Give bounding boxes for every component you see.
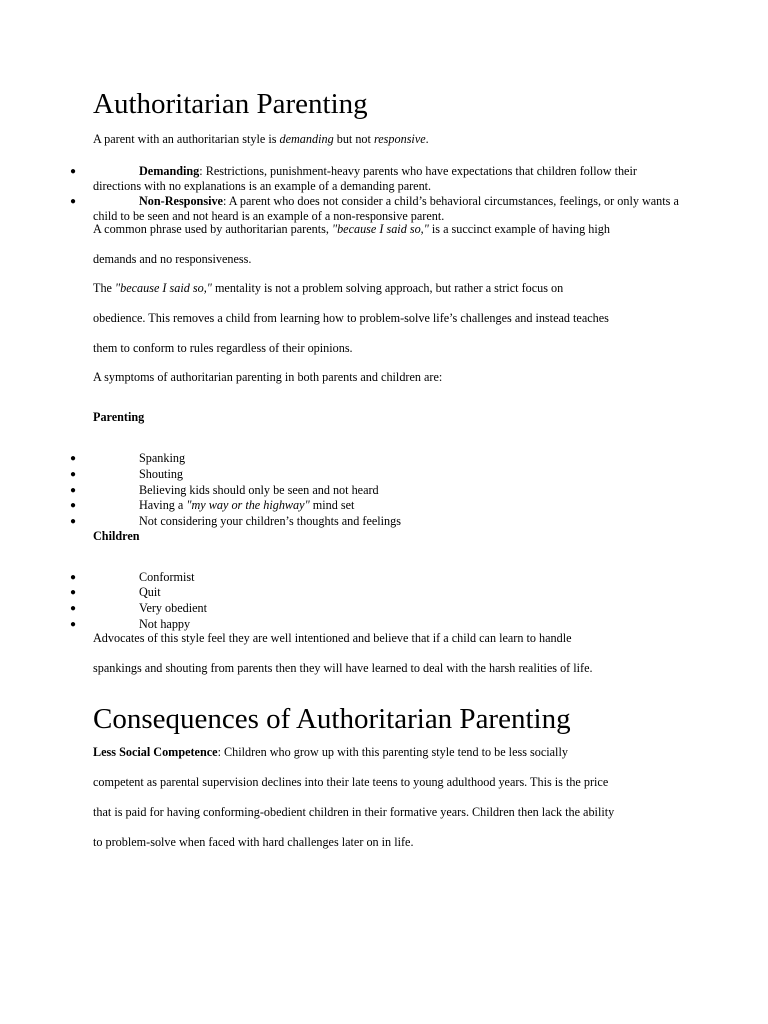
advocates-line-1: Advocates of this style feel they are well intentioned and believe that if a child can learn to handle [93, 631, 572, 645]
phrase-line-1 [93, 222, 610, 237]
mentality-line-2: obedience. This removes a child from learning how to problem-solve life’s challenges and instead teaches [93, 311, 609, 325]
bullet-icon: ● [70, 500, 77, 511]
phrase-text: A common phrase used by authoritarian parents, [93, 222, 332, 236]
bullet-icon: ● [70, 166, 77, 177]
bullet-icon: ● [70, 516, 77, 527]
consequences-line-4: to problem-solve when faced with hard challenges later on in life. [93, 835, 414, 849]
mentality-line-3: them to conform to rules regardless of their opinions. [93, 341, 353, 355]
list-item-text: Believing kids should only be seen and not heard [139, 483, 379, 497]
list-item-text: Spanking [139, 451, 186, 465]
intro-text-end: . [425, 132, 429, 146]
phrase-line-2: demands and no responsiveness. [93, 252, 252, 266]
advocates-line-2: spankings and shouting from parents then they will have learned to deal with the harsh realities of life. [93, 661, 593, 675]
bullet-icon: ● [70, 469, 77, 480]
bullet-icon: ● [70, 619, 77, 630]
consequences-line-3: that is paid for having conforming-obedient children in their formative years. Children then lack the ability [93, 805, 615, 819]
list-item-text: Not happy [139, 617, 191, 631]
intro-text: A parent with an authoritarian style is [93, 132, 280, 146]
phrase-quote: "because I said so," [331, 222, 429, 236]
term-less-social-competence: Less Social Competence [93, 745, 218, 759]
consequences-text: : Children who grow up with this parenting style tend to be less socially [217, 745, 568, 759]
bullet-icon: ● [70, 572, 77, 583]
mentality-text-end: mentality is not a problem solving approach, but rather a strict focus on [211, 281, 564, 295]
list-item-text: Conformist [139, 570, 195, 584]
highway-quote: "my way or the highway" [186, 498, 310, 512]
highway-text: Having a [139, 498, 187, 512]
mentality-text: The [93, 281, 115, 295]
consequences-line-2: competent as parental supervision declines into their late teens to young adulthood years. This is the price [93, 775, 609, 789]
list-item-text [139, 498, 354, 513]
intro-text-mid: but not [333, 132, 374, 146]
intro-emphasis-responsive: responsive [373, 132, 426, 146]
list-item-text: Quit [139, 585, 161, 599]
mentality-quote: "because I said so," [115, 281, 212, 295]
list-item-text [93, 194, 683, 224]
bullet-icon: ● [70, 603, 77, 614]
definition-non-responsive: : A parent who does not consider a child’s behavioral circumstances, feelings, or only wants a child to be seen and not heard is an example of a non-responsive parent. [93, 194, 679, 223]
bullet-icon: ● [70, 587, 77, 598]
bullet-icon: ● [70, 196, 77, 207]
term-demanding: Demanding [139, 164, 200, 178]
list-item-text [93, 164, 683, 194]
children-label: Children [93, 529, 140, 543]
bullet-icon: ● [70, 485, 77, 496]
consequences-line-1 [93, 745, 568, 760]
list-item-text: Not considering your children’s thoughts and feelings [139, 514, 401, 528]
mentality-line-1 [93, 281, 563, 296]
section-title-consequences: Consequences of Authoritarian Parenting [93, 703, 571, 735]
list-item-text: Shouting [139, 467, 184, 481]
phrase-text-end: is a succinct example of having high [428, 222, 610, 236]
definition-demanding: : Restrictions, punishment-heavy parents who have expectations that children follow their directions with no explanations is an example of a demanding parent. [93, 164, 637, 193]
highway-text-end: mind set [309, 498, 355, 512]
section-title-authoritarian: Authoritarian Parenting [93, 88, 368, 120]
parenting-label: Parenting [93, 410, 145, 424]
intro-emphasis-demanding: demanding [279, 132, 334, 146]
intro-paragraph [93, 132, 429, 147]
term-non-responsive: Non-Responsive [139, 194, 223, 208]
symptoms-intro: A symptoms of authoritarian parenting in both parents and children are: [93, 370, 443, 384]
bullet-icon: ● [70, 453, 77, 464]
list-item-text: Very obedient [139, 601, 208, 615]
